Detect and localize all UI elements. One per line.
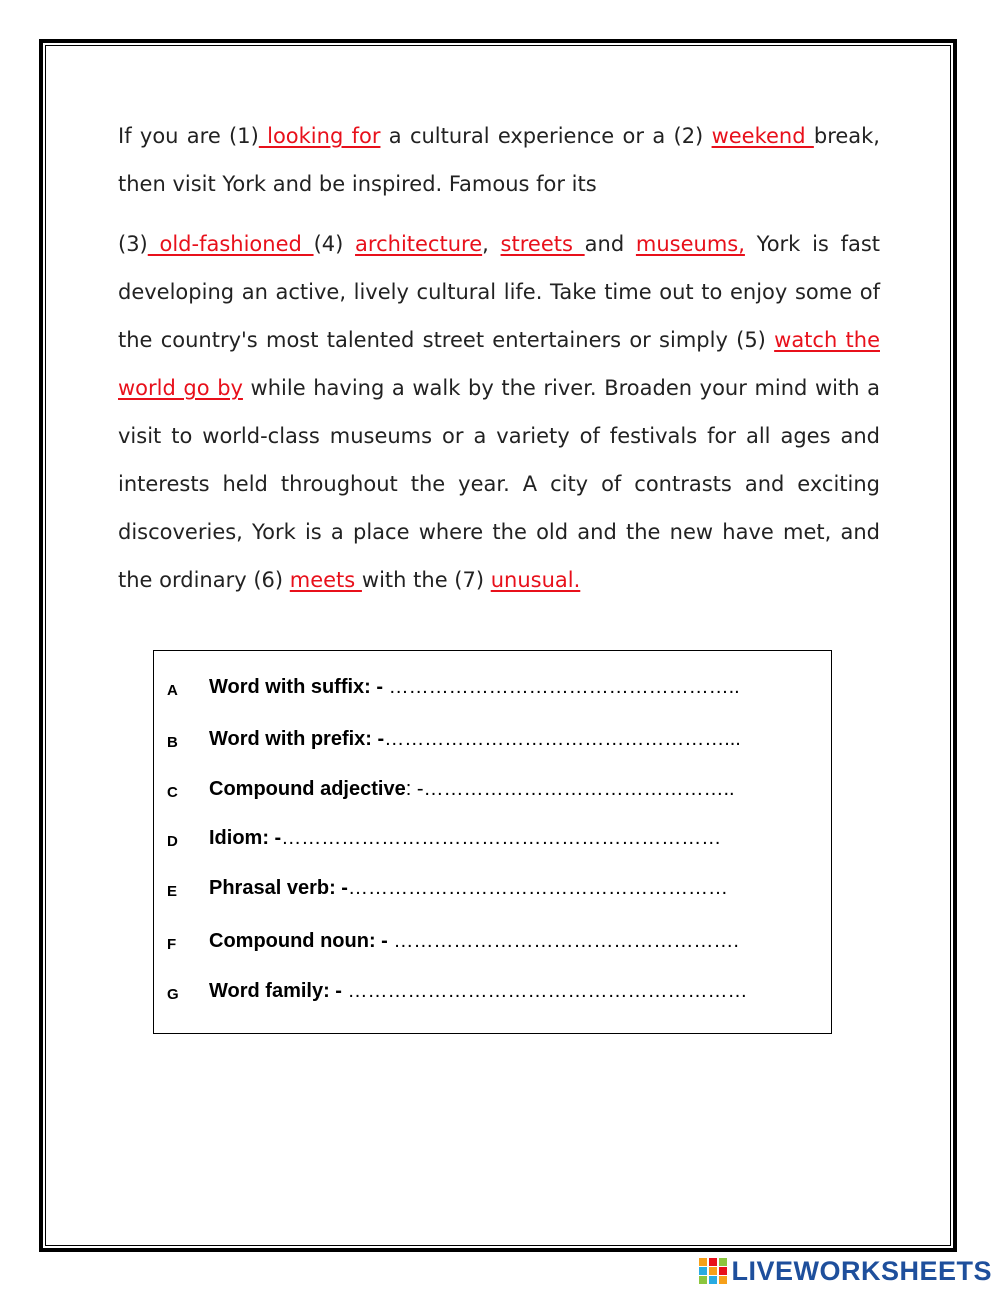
task-letter: E xyxy=(167,883,178,900)
brand-name: LIVEWORKSHEETS xyxy=(731,1255,992,1286)
task-label-text: Compound noun: - xyxy=(209,930,388,952)
task-label xyxy=(209,930,739,953)
task-row-a xyxy=(154,663,831,703)
passage-text: , xyxy=(482,232,501,256)
reading-passage xyxy=(118,112,880,604)
gap-6: meets xyxy=(289,568,362,592)
task-row-e xyxy=(154,864,831,904)
task-letter: B xyxy=(167,734,178,751)
task-letter: D xyxy=(167,833,178,850)
task-label-text: Compound adjective xyxy=(209,778,406,800)
answer-blank[interactable]: ……………………………………….. xyxy=(423,778,735,800)
task-label xyxy=(209,980,748,1003)
task-label xyxy=(209,877,728,900)
task-box xyxy=(153,650,832,1034)
gap-1: looking for xyxy=(258,124,381,148)
task-label xyxy=(209,676,740,699)
task-label-text: Word with suffix: - xyxy=(209,676,384,698)
passage-text: and xyxy=(584,232,636,256)
answer-blank[interactable]: ………………………………………………………… xyxy=(281,827,722,849)
gap-3: old-fashioned xyxy=(147,232,314,256)
passage-text: a cultural experience or a (2) xyxy=(380,124,712,148)
task-label-text: Word with prefix: - xyxy=(209,728,385,750)
answer-blank[interactable]: ………………………………………………… xyxy=(347,877,728,899)
passage-text: York is fast developing an active, lively cultural life. Take time out to enjoy some of the country's most talented street entertainers or simply (5) xyxy=(118,232,881,352)
task-letter: G xyxy=(167,986,179,1003)
gap-5: watch the world go by xyxy=(118,328,880,400)
task-label-text: Word family: - xyxy=(209,980,342,1002)
answer-blank[interactable]: …………………………………………………… xyxy=(341,980,748,1002)
passage-text: (4) xyxy=(313,232,356,256)
answer-blank[interactable]: ……………………………………………. xyxy=(387,930,739,952)
task-row-b xyxy=(154,715,831,755)
task-label xyxy=(209,827,721,850)
liveworksheets-logo-icon xyxy=(699,1258,727,1284)
task-label-text: Phrasal verb: - xyxy=(209,877,348,899)
gap-museums: museums, xyxy=(635,232,745,256)
passage-paragraph-2 xyxy=(118,220,880,604)
task-letter: C xyxy=(167,784,178,801)
gap-4: architecture xyxy=(355,232,483,256)
task-label-suffix: : - xyxy=(405,778,424,800)
task-row-d xyxy=(154,814,831,854)
passage-text: break, then visit York and be inspired. Famous for its xyxy=(118,124,880,196)
liveworksheets-brand xyxy=(699,1255,992,1287)
answer-blank[interactable]: ……………………………………………... xyxy=(384,728,741,750)
task-row-g xyxy=(154,967,831,1007)
task-label-text: Idiom: - xyxy=(209,827,282,849)
answer-blank[interactable]: …………………………………………….. xyxy=(383,676,740,698)
gap-streets: streets xyxy=(500,232,585,256)
passage-text: If you are (1) xyxy=(118,124,259,148)
task-label xyxy=(209,728,741,751)
gap-2: weekend xyxy=(711,124,814,148)
passage-text: (3) xyxy=(118,232,148,256)
task-letter: A xyxy=(167,682,178,699)
gap-7: unusual. xyxy=(490,568,581,592)
passage-text: while having a walk by the river. Broaden your mind with a visit to world-class museums or a variety of festivals for all ages and interests held throughout the year. A city of contrasts and exciting discoveries, York is a place where the old and the new have met, and the ordinary (6) xyxy=(118,376,881,592)
passage-text: with the (7) xyxy=(361,568,491,592)
passage-paragraph-1 xyxy=(118,112,880,208)
task-row-f xyxy=(154,917,831,957)
task-label xyxy=(209,778,735,801)
task-letter: F xyxy=(167,936,177,953)
task-row-c xyxy=(154,765,831,805)
